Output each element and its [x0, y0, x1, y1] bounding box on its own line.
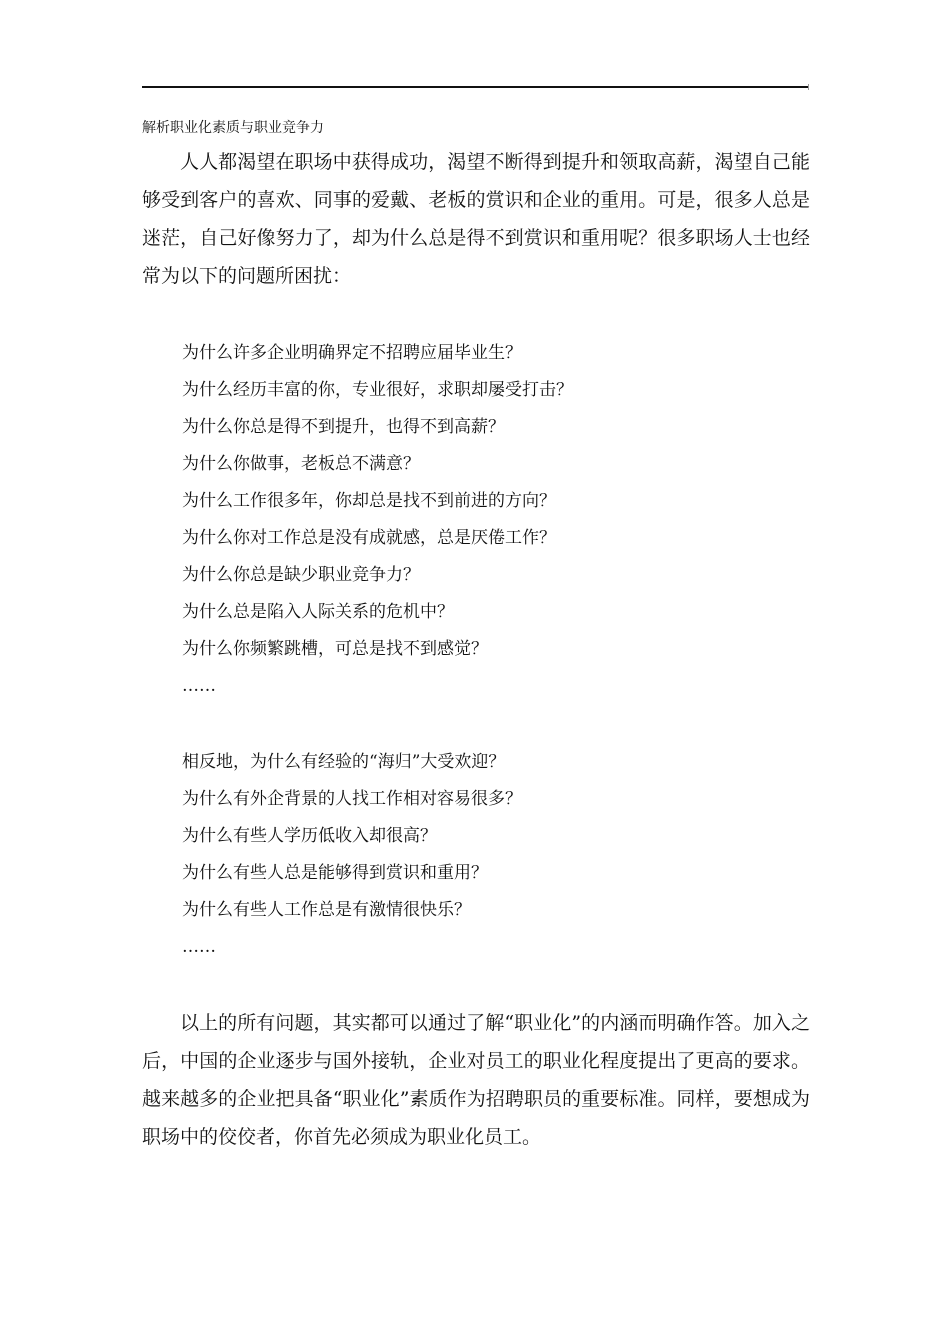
question-item: 为什么有外企背景的人找工作相对容易很多？ [182, 789, 522, 809]
question-item: 为什么工作很多年，你却总是找不到前进的方向？ [182, 491, 556, 511]
header-rule [142, 86, 808, 88]
intro-paragraph: 人人都渴望在职场中获得成功，渴望不断得到提升和领取高薪，渴望自己能够受到客户的喜欢、同事的爱戴、老板的赏识和企业的重用。可是，很多人总是迷茫，自己好像努力了，却为什么总是得不到赏识和重用呢？很多职场人士也经常为以下的问题所困扰： [142, 151, 810, 287]
question-item: 为什么你总是缺少职业竞争力？ [182, 565, 420, 585]
question-list-1 [182, 335, 573, 705]
question-item: 为什么你对工作总是没有成就感，总是厌倦工作？ [182, 528, 556, 548]
header-rule-corner-mark [808, 84, 809, 90]
question-item: 为什么你做事，老板总不满意？ [182, 454, 420, 474]
question-item: 为什么有些人总是能够得到赏识和重用？ [182, 863, 488, 883]
question-list-2 [182, 744, 522, 966]
question-item: 为什么许多企业明确界定不招聘应届毕业生？ [182, 343, 522, 363]
question-item: 为什么你频繁跳槽，可总是找不到感觉？ [182, 639, 488, 659]
question-item: 为什么经历丰富的你，专业很好，求职却屡受打击？ [182, 380, 573, 400]
question-item: 为什么总是陷入人际关系的危机中？ [182, 602, 454, 622]
question-item: 为什么有些人学历低收入却很高？ [182, 826, 437, 846]
question-item: 为什么有些人工作总是有激情很快乐？ [182, 900, 471, 920]
question-item: 相反地，为什么有经验的“海归”大受欢迎？ [182, 752, 506, 772]
question-ellipsis: …… [182, 676, 216, 696]
document-title: 解析职业化素质与职业竞争力 [142, 120, 324, 136]
question-ellipsis: …… [182, 937, 216, 957]
question-item: 为什么你总是得不到提升，也得不到高薪？ [182, 417, 505, 437]
conclusion-paragraph: 以上的所有问题，其实都可以通过了解“职业化”的内涵而明确作答。加入之后，中国的企业逐步与国外接轨，企业对员工的职业化程度提出了更高的要求。越来越多的企业把具备“职业化”素质作为招聘职员的重要标准。同样，要想成为职场中的佼佼者，你首先必须成为职业化员工。 [142, 1012, 810, 1148]
